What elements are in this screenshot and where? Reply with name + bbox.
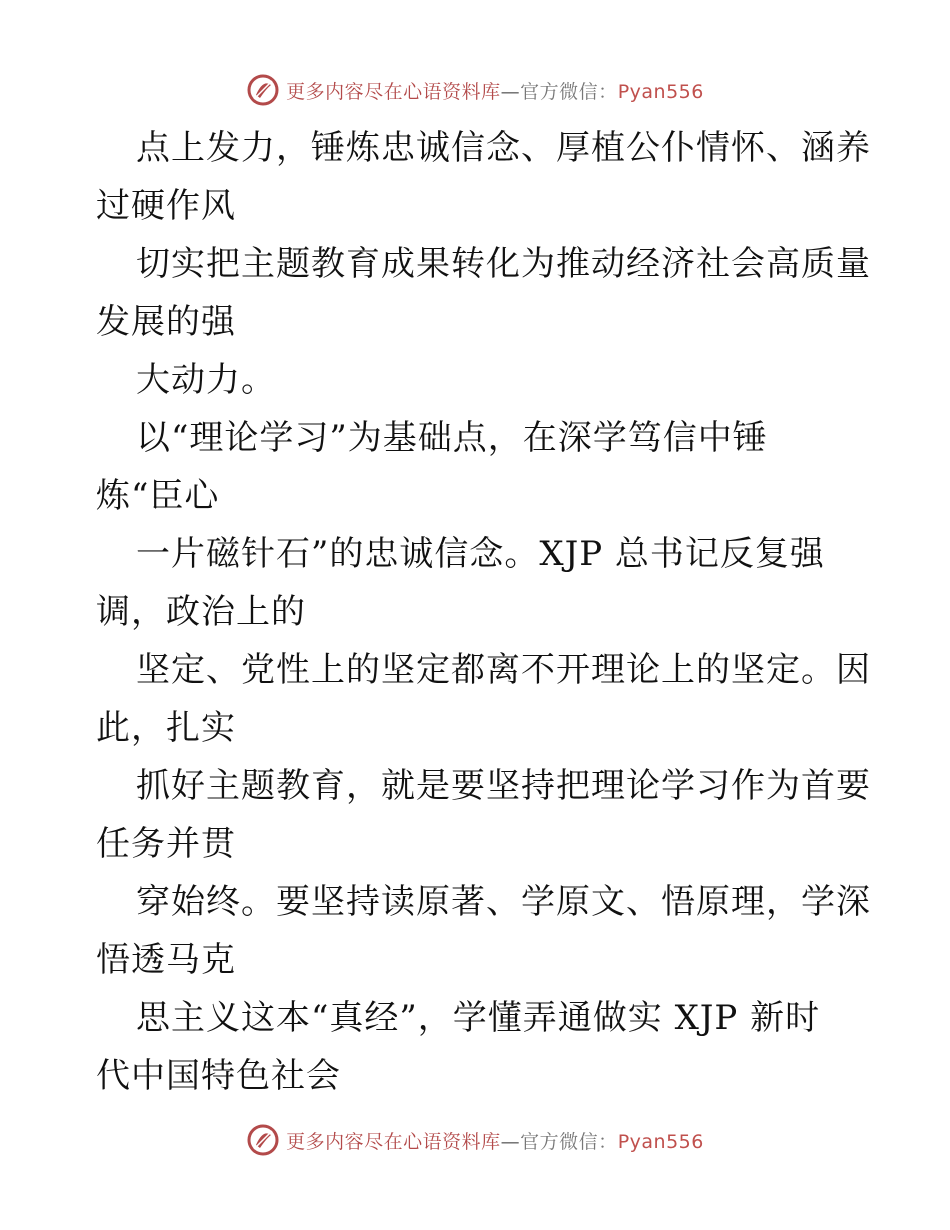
- text-line: 穿始终。要坚持读原著、学原文、悟原理，学深: [136, 882, 871, 922]
- text-line: 思主义这本“真经”，学懂弄通做实 XJP 新时: [136, 998, 821, 1038]
- footer-dash: —: [500, 1130, 521, 1153]
- text-line: 炼“臣心: [96, 476, 220, 516]
- header-dash: —: [500, 80, 521, 103]
- text-line: 大动力。: [136, 360, 276, 400]
- logo-icon: [246, 1123, 280, 1157]
- text-line: 一片磁针石”的忠诚信念。XJP 总书记反复强: [136, 534, 825, 574]
- footer-official-label: 官方微信：: [520, 1130, 618, 1153]
- footer-text: [286, 1127, 704, 1154]
- text-line: 任务并贯: [96, 824, 236, 864]
- text-line: 调，政治上的: [96, 592, 306, 632]
- text-line: 过硬作风: [96, 186, 236, 226]
- footer-site-text: 更多内容尽在心语资料库: [286, 1130, 501, 1153]
- header-official-label: 官方微信：: [520, 80, 618, 103]
- text-line: 点上发力，锤炼忠诚信念、厚植公仆情怀、涵养: [136, 128, 871, 168]
- text-line: 代中国特色社会: [96, 1056, 341, 1096]
- text-line: 坚定、党性上的坚定都离不开理论上的坚定。因: [136, 650, 871, 690]
- text-line: 此，扎实: [96, 708, 236, 748]
- header-wechat-id: Pyan556: [617, 80, 704, 103]
- text-line: 抓好主题教育，就是要坚持把理论学习作为首要: [136, 766, 871, 806]
- text-line: 以“理论学习”为基础点，在深学笃信中锤: [136, 418, 768, 458]
- footer-banner: [0, 1120, 950, 1160]
- text-line: 悟透马克: [96, 940, 236, 980]
- text-line: 切实把主题教育成果转化为推动经济社会高质量: [136, 244, 871, 284]
- text-line: 发展的强: [96, 302, 236, 342]
- footer-wechat-id: Pyan556: [617, 1130, 704, 1153]
- header-site-text: 更多内容尽在心语资料库: [286, 80, 501, 103]
